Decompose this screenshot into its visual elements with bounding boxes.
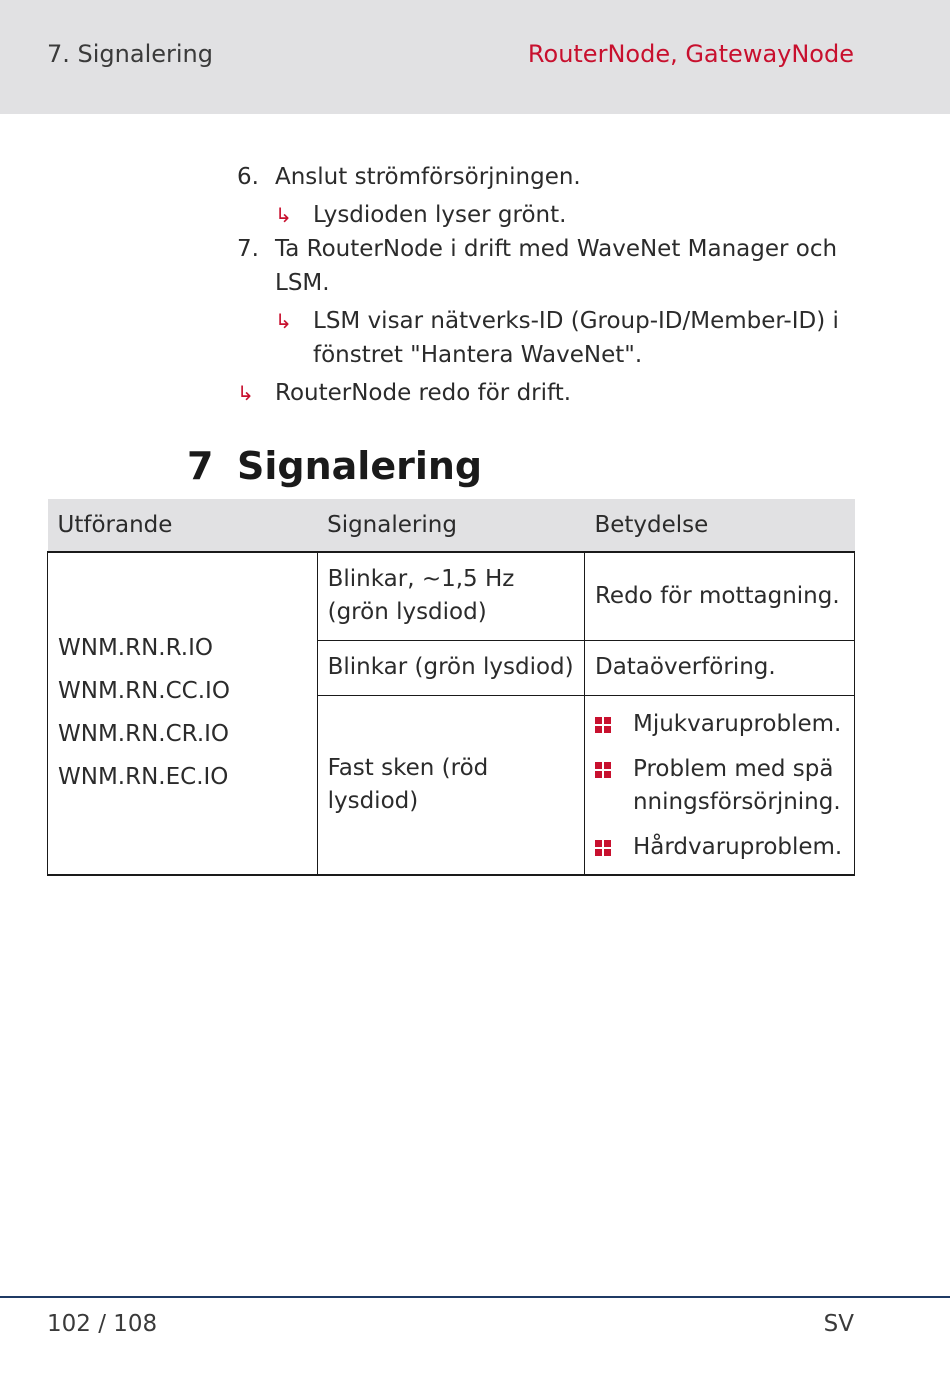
signal-cell: Fast sken (röd lysdiod) [317,695,584,875]
meaning-list [595,708,844,864]
language-code: SV [823,1311,854,1337]
signal-cell: Blinkar, ~1,5 Hz (grön lysdiod) [317,552,584,640]
table-header-row [48,499,855,552]
meaning-text: Problem med spänningsförsörjning. [632,755,841,815]
step-text: Anslut strömförsörjningen. [275,164,581,190]
variant-code: WNM.RN.R.IO [58,635,213,662]
page-header [0,0,950,114]
variant-code: WNM.RN.CR.IO [58,721,230,748]
list-item [595,753,844,819]
step-number: 7. [237,236,259,262]
result-arrow-icon: ↳ [275,203,292,227]
list-item [595,831,844,864]
result-text: LSM visar nätverks-ID (Group-ID/Member-ID) i fönstret "Hantera WaveNet". [313,308,839,368]
page-number: 102 / 108 [47,1311,158,1337]
result-text: Lysdioden lyser grönt. [313,202,567,228]
step-text: Ta RouterNode i drift med WaveNet Manager och LSM. [275,236,838,296]
final-result-text: RouterNode redo för drift. [275,380,572,406]
result-arrow-icon: ↳ [275,309,292,333]
bullet-squares-icon [595,831,633,864]
step-number: 6. [237,164,259,190]
column-header: Utförande [48,499,318,552]
procedure-steps [237,160,857,410]
header-chapter: 7. Signalering [47,40,213,68]
meaning-cell: Redo för mottagning. [584,552,854,640]
signal-table [47,499,855,876]
meaning-cell: Dataöverföring. [584,640,854,695]
step-result [237,304,857,372]
signal-cell: Blinkar (grön lysdiod) [317,640,584,695]
section-title: Signalering [237,444,483,488]
column-header: Betydelse [584,499,854,552]
variant-code: WNM.RN.CC.IO [58,678,230,705]
meaning-text: Mjukvaruproblem. [632,710,842,737]
result-arrow-icon: ↳ [237,381,254,405]
column-header: Signalering [317,499,584,552]
bullet-squares-icon [595,753,633,819]
table-row [48,552,855,640]
step-7 [237,232,857,300]
list-item [595,708,844,741]
section-heading [187,444,482,488]
meaning-text: Hårdvaruproblem. [632,833,843,860]
meaning-cell [584,695,854,875]
bullet-squares-icon [595,708,633,741]
step-6 [237,160,857,194]
variant-cell [48,552,318,875]
final-result [237,376,857,410]
footer-divider [0,1296,950,1298]
variant-code: WNM.RN.EC.IO [58,764,229,791]
step-result [237,198,857,232]
header-product: RouterNode, GatewayNode [527,40,854,68]
section-number: 7 [187,444,214,488]
